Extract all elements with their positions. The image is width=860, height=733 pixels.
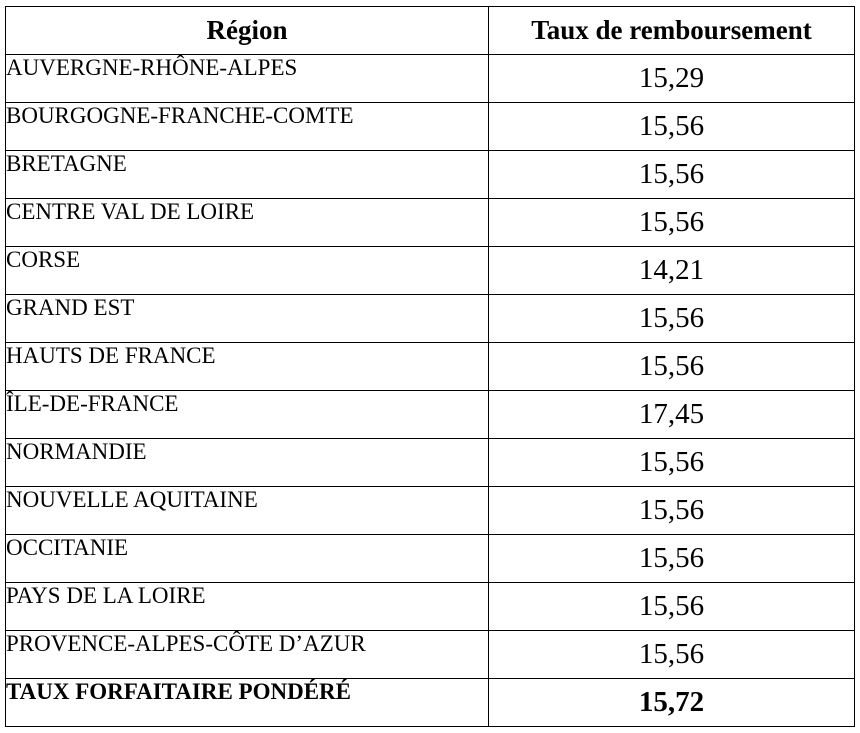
reimbursement-rate-table [5,6,855,727]
table-row [6,103,855,151]
rate-value: 15,56 [489,583,855,631]
table-row [6,391,855,439]
region-name: OCCITANIE [6,535,489,583]
rate-value: 15,56 [489,631,855,679]
table-header-row [6,7,855,55]
rate-value: 15,56 [489,487,855,535]
table-row [6,535,855,583]
region-name: BOURGOGNE-FRANCHE-COMTE [6,103,489,151]
table-row [6,295,855,343]
total-rate-value: 15,72 [489,679,855,727]
rate-value: 15,56 [489,439,855,487]
table-row [6,583,855,631]
table-row [6,631,855,679]
table-row [6,151,855,199]
region-name: CENTRE VAL DE LOIRE [6,199,489,247]
region-name: AUVERGNE-RHÔNE-ALPES [6,55,489,103]
rate-value: 15,56 [489,535,855,583]
region-name: BRETAGNE [6,151,489,199]
rate-value: 15,56 [489,295,855,343]
region-name: GRAND EST [6,295,489,343]
region-name: NOUVELLE AQUITAINE [6,487,489,535]
total-label: TAUX FORFAITAIRE PONDÉRÉ [6,679,489,727]
header-region: Région [6,7,489,55]
rate-value: 15,56 [489,343,855,391]
region-name: HAUTS DE FRANCE [6,343,489,391]
table-row [6,439,855,487]
rate-table-container [5,6,855,727]
rate-value: 15,56 [489,199,855,247]
rate-value: 15,56 [489,151,855,199]
table-row [6,55,855,103]
region-name: CORSE [6,247,489,295]
header-rate: Taux de remboursement [489,7,855,55]
table-row [6,247,855,295]
rate-value: 14,21 [489,247,855,295]
total-row [6,679,855,727]
table-row [6,199,855,247]
table-row [6,487,855,535]
table-row [6,343,855,391]
rate-value: 15,56 [489,103,855,151]
region-name: ÎLE-DE-FRANCE [6,391,489,439]
rate-value: 15,29 [489,55,855,103]
region-name: NORMANDIE [6,439,489,487]
rate-value: 17,45 [489,391,855,439]
region-name: PROVENCE-ALPES-CÔTE D’AZUR [6,631,489,679]
region-name: PAYS DE LA LOIRE [6,583,489,631]
